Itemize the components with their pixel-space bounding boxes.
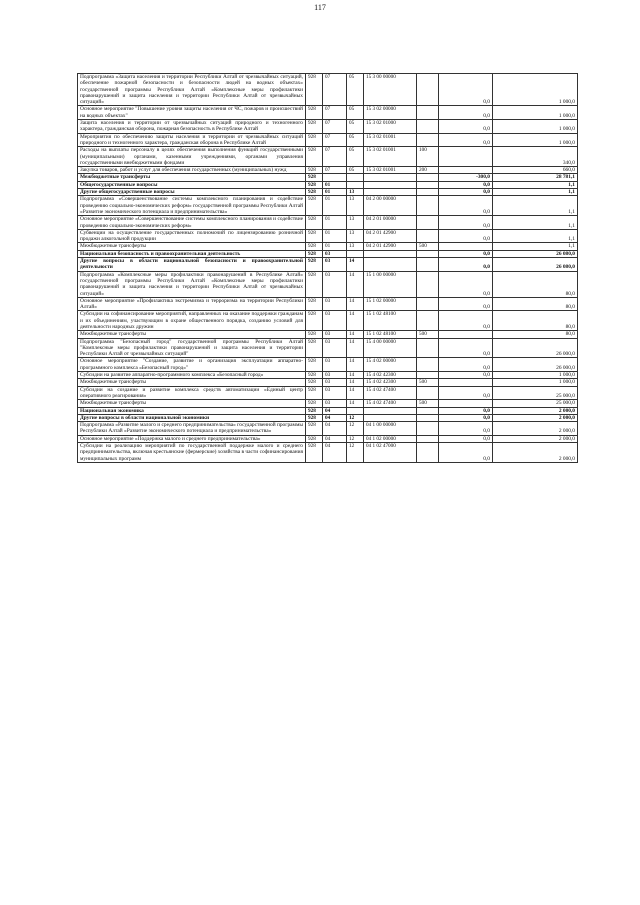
- row-section-code: 03: [323, 372, 347, 379]
- row-section-code: 07: [323, 74, 347, 106]
- row-change-amount: 0,0: [439, 435, 493, 442]
- row-expense-type-code: 200: [417, 167, 439, 174]
- row-target-article-code: 15 4 02 47400: [364, 386, 417, 400]
- row-name: Субсидии на реализацию мероприятий по государственной поддержке малого и среднего предпринимательства, включая крестьянские (фермерские) хозяйства в части софинансирования муниципальных программ: [78, 443, 306, 463]
- budget-table: [77, 73, 578, 463]
- row-change-amount: [439, 331, 493, 338]
- row-subsection-code: [347, 174, 364, 181]
- row-change-amount: [439, 147, 493, 167]
- row-name: Другие вопросы в области национальной безопасности и правоохранительной деятельности: [78, 258, 306, 272]
- row-expense-type-code: [417, 386, 439, 400]
- row-subsection-code: 13: [347, 196, 364, 216]
- row-name: Основное мероприятие "Повышение уровня защиты населения от ЧС, пожаров и происшествий на водных объектах": [78, 106, 306, 120]
- row-total-amount: 25 000,0: [493, 400, 578, 407]
- row-name: Защита населения и территории от чрезвычайных ситуаций природного и техногенного характера, гражданская оборона, пожарная безопасность в Республике Алтай: [78, 120, 306, 134]
- row-grbs-code: 928: [306, 120, 323, 134]
- row-expense-type-code: [417, 216, 439, 230]
- row-subsection-code: [347, 407, 364, 414]
- table-row: [78, 174, 578, 181]
- row-expense-type-code: 500: [417, 379, 439, 386]
- row-expense-type-code: [417, 106, 439, 120]
- row-section-code: 07: [323, 120, 347, 134]
- row-change-amount: 0,0: [439, 386, 493, 400]
- table-row: [78, 331, 578, 338]
- row-section-code: 01: [323, 196, 347, 216]
- row-name: Субсидии на развитие аппаратно-программного комплекса «Безопасный город»: [78, 372, 306, 379]
- table-row: [78, 189, 578, 196]
- row-expense-type-code: [417, 435, 439, 442]
- table-row: [78, 167, 578, 174]
- table-row: [78, 372, 578, 379]
- row-total-amount: 1,1: [493, 196, 578, 216]
- row-grbs-code: 928: [306, 297, 323, 311]
- row-change-amount: 0,0: [439, 258, 493, 272]
- row-subsection-code: [347, 250, 364, 257]
- row-target-article-code: 15 3 02 01001: [364, 147, 417, 167]
- row-grbs-code: 928: [306, 196, 323, 216]
- row-expense-type-code: 500: [417, 331, 439, 338]
- row-name: Субвенции на осуществление государственных полномочий по лицензированию розничной продажи алкогольной продукции: [78, 229, 306, 243]
- row-expense-type-code: [417, 120, 439, 134]
- row-grbs-code: 928: [306, 358, 323, 372]
- row-expense-type-code: [417, 414, 439, 421]
- table-row: [78, 297, 578, 311]
- row-grbs-code: 928: [306, 167, 323, 174]
- row-section-code: 03: [323, 379, 347, 386]
- row-expense-type-code: [417, 297, 439, 311]
- row-name: Межбюджетные трансферты: [78, 243, 306, 250]
- row-expense-type-code: [417, 443, 439, 463]
- row-total-amount: 2 000,0: [493, 422, 578, 436]
- row-target-article-code: 15 3 02 01001: [364, 133, 417, 147]
- row-total-amount: 660,0: [493, 167, 578, 174]
- row-change-amount: 0,0: [439, 189, 493, 196]
- row-target-article-code: 15 1 02 00000: [364, 297, 417, 311]
- row-total-amount: 80,0: [493, 331, 578, 338]
- table-row: [78, 271, 578, 297]
- row-grbs-code: 928: [306, 372, 323, 379]
- row-subsection-code: 05: [347, 133, 364, 147]
- row-name: Национальная экономика: [78, 407, 306, 414]
- row-grbs-code: 928: [306, 133, 323, 147]
- row-grbs-code: 928: [306, 250, 323, 257]
- table-row: [78, 74, 578, 106]
- row-grbs-code: 928: [306, 243, 323, 250]
- row-total-amount: 1,1: [493, 243, 578, 250]
- row-section-code: 01: [323, 243, 347, 250]
- row-subsection-code: 13: [347, 216, 364, 230]
- row-change-amount: 0,0: [439, 133, 493, 147]
- row-total-amount: 26 000,0: [493, 358, 578, 372]
- table-row: [78, 229, 578, 243]
- row-subsection-code: 14: [347, 258, 364, 272]
- row-subsection-code: 05: [347, 167, 364, 174]
- row-expense-type-code: [417, 133, 439, 147]
- row-change-amount: 0,0: [439, 181, 493, 188]
- row-section-code: 07: [323, 167, 347, 174]
- row-grbs-code: 928: [306, 147, 323, 167]
- row-total-amount: 26 080,0: [493, 258, 578, 272]
- row-total-amount: 26 000,0: [493, 338, 578, 358]
- row-total-amount: 340,0: [493, 147, 578, 167]
- row-section-code: 04: [323, 422, 347, 436]
- row-grbs-code: 928: [306, 174, 323, 181]
- row-expense-type-code: [417, 196, 439, 216]
- row-target-article-code: 04 2 01 00000: [364, 216, 417, 230]
- row-target-article-code: 15 3 00 00000: [364, 74, 417, 106]
- row-change-amount: 0,0: [439, 216, 493, 230]
- row-total-amount: 2 000,0: [493, 407, 578, 414]
- row-subsection-code: 13: [347, 229, 364, 243]
- row-grbs-code: 928: [306, 414, 323, 421]
- row-expense-type-code: [417, 181, 439, 188]
- row-change-amount: 0,0: [439, 271, 493, 297]
- row-target-article-code: 04 2 01 42900: [364, 243, 417, 250]
- table-row: [78, 338, 578, 358]
- row-grbs-code: 928: [306, 311, 323, 331]
- row-change-amount: 0,0: [439, 229, 493, 243]
- row-target-article-code: 15 4 02 42300: [364, 379, 417, 386]
- row-total-amount: 80,0: [493, 271, 578, 297]
- row-subsection-code: 14: [347, 379, 364, 386]
- row-name: Общегосударственные вопросы: [78, 181, 306, 188]
- row-expense-type-code: [417, 74, 439, 106]
- row-change-amount: 0,0: [439, 414, 493, 421]
- row-total-amount: 80,0: [493, 311, 578, 331]
- row-section-code: 07: [323, 106, 347, 120]
- row-name: Подпрограмма «Развитие малого и среднего предпринимательства» государственной программы Республики Алтай «Развитие экономического потенциала и предпринимательства»: [78, 422, 306, 436]
- table-row: [78, 400, 578, 407]
- row-section-code: 03: [323, 271, 347, 297]
- row-section-code: 03: [323, 386, 347, 400]
- row-target-article-code: 15 4 02 47400: [364, 400, 417, 407]
- row-change-amount: 0,0: [439, 74, 493, 106]
- row-subsection-code: 05: [347, 120, 364, 134]
- row-expense-type-code: 100: [417, 147, 439, 167]
- row-name: Межбюджетные трансферты: [78, 379, 306, 386]
- row-section-code: 03: [323, 331, 347, 338]
- row-grbs-code: 928: [306, 331, 323, 338]
- row-expense-type-code: [417, 189, 439, 196]
- row-section-code: 01: [323, 216, 347, 230]
- row-subsection-code: 13: [347, 189, 364, 196]
- row-name: Другие вопросы в области национальной экономики: [78, 414, 306, 421]
- row-name: Основное мероприятие «Профилактика экстремизма и терроризма на территории Республики Алтай»: [78, 297, 306, 311]
- row-expense-type-code: 500: [417, 243, 439, 250]
- row-section-code: 03: [323, 400, 347, 407]
- row-total-amount: 1 000,0: [493, 133, 578, 147]
- table-row: [78, 250, 578, 257]
- row-grbs-code: 928: [306, 443, 323, 463]
- row-subsection-code: 14: [347, 372, 364, 379]
- table-row: [78, 216, 578, 230]
- table-row: [78, 422, 578, 436]
- row-section-code: 03: [323, 338, 347, 358]
- row-name: Подпрограмма "Безопасный город" государственной программы Республики Алтай "Комплексные меры профилактики правонарушений и защита населения и территории Республики Алтай от чрезвычайных ситуаций": [78, 338, 306, 358]
- row-subsection-code: 14: [347, 297, 364, 311]
- row-total-amount: 26 080,0: [493, 250, 578, 257]
- row-target-article-code: [364, 174, 417, 181]
- row-name: Основное мероприятие «Поддержка малого и среднего предпринимательства»: [78, 435, 306, 442]
- row-section-code: 04: [323, 407, 347, 414]
- row-expense-type-code: [417, 271, 439, 297]
- row-target-article-code: 15 4 00 00000: [364, 338, 417, 358]
- row-target-article-code: [364, 407, 417, 414]
- row-total-amount: 2 000,0: [493, 414, 578, 421]
- row-grbs-code: 928: [306, 189, 323, 196]
- table-row: [78, 386, 578, 400]
- row-grbs-code: 928: [306, 407, 323, 414]
- row-subsection-code: 14: [347, 386, 364, 400]
- row-grbs-code: 928: [306, 422, 323, 436]
- row-section-code: [323, 174, 347, 181]
- row-subsection-code: 12: [347, 422, 364, 436]
- row-change-amount: 0,0: [439, 422, 493, 436]
- row-expense-type-code: 500: [417, 400, 439, 407]
- row-change-amount: 0,0: [439, 106, 493, 120]
- row-grbs-code: 928: [306, 258, 323, 272]
- row-change-amount: 0,0: [439, 311, 493, 331]
- row-grbs-code: 928: [306, 338, 323, 358]
- row-change-amount: 0,0: [439, 250, 493, 257]
- row-total-amount: 1 000,0: [493, 74, 578, 106]
- row-grbs-code: 928: [306, 435, 323, 442]
- row-name: Национальная безопасность и правоохранительная деятельность: [78, 250, 306, 257]
- row-target-article-code: 04 2 01 42900: [364, 229, 417, 243]
- row-subsection-code: 14: [347, 311, 364, 331]
- row-subsection-code: 12: [347, 435, 364, 442]
- row-total-amount: 2 000,0: [493, 443, 578, 463]
- table-row: [78, 258, 578, 272]
- row-target-article-code: 04 2 00 00000: [364, 196, 417, 216]
- row-expense-type-code: [417, 338, 439, 358]
- row-target-article-code: 15 1 00 00000: [364, 271, 417, 297]
- row-expense-type-code: [417, 358, 439, 372]
- budget-table-body: [78, 74, 578, 463]
- table-row: [78, 443, 578, 463]
- row-subsection-code: 05: [347, 74, 364, 106]
- table-row: [78, 311, 578, 331]
- row-change-amount: 0,0: [439, 358, 493, 372]
- row-name: Субсидии на софинансирование мероприятий, направленных на оказание поддержки гражданам и их объединениям, участвующим в охране общественного порядка, созданию условий для деятельности народных дружин: [78, 311, 306, 331]
- row-subsection-code: 05: [347, 106, 364, 120]
- row-grbs-code: 928: [306, 229, 323, 243]
- row-change-amount: 0,0: [439, 338, 493, 358]
- row-name: Межбюджетные трансферты: [78, 400, 306, 407]
- row-total-amount: 1,1: [493, 229, 578, 243]
- row-name: Подпрограмма «Защита населения и территории Республики Алтай от чрезвычайных ситуаций, обеспечение пожарной безопасности и безопасности людей на водных объектах» государственной программы Республики Алтай «Комплексные меры профилактики правонарушений и защита населения и территории Республики Алтай от чрезвычайных ситуаций»: [78, 74, 306, 106]
- row-change-amount: [439, 379, 493, 386]
- row-section-code: 03: [323, 250, 347, 257]
- row-target-article-code: 15 1 02 48100: [364, 311, 417, 331]
- row-change-amount: 0,0: [439, 372, 493, 379]
- row-name: Подпрограмма «Совершенствование системы комплексного планирования и содействие проведению социально-экономических реформ» государственной программы Республики Алтай «Развитие экономического потенциала и предпринимательства»: [78, 196, 306, 216]
- row-subsection-code: 13: [347, 243, 364, 250]
- row-change-amount: 0,0: [439, 443, 493, 463]
- row-name: Межбюджетные трансферты: [78, 331, 306, 338]
- row-section-code: 04: [323, 414, 347, 421]
- row-name: Субсидии на создание и развитие комплекса средств автоматизации «Единый центр оперативного реагирования»: [78, 386, 306, 400]
- row-total-amount: 1 000,0: [493, 379, 578, 386]
- row-name: Основное мероприятие "Создание, развитие и организация эксплуатации аппаратно-программного комплекса «Безопасный город»": [78, 358, 306, 372]
- row-name: Другие общегосударственные вопросы: [78, 189, 306, 196]
- row-subsection-code: 14: [347, 358, 364, 372]
- row-change-amount: 0,0: [439, 120, 493, 134]
- row-expense-type-code: [417, 174, 439, 181]
- row-grbs-code: 928: [306, 271, 323, 297]
- row-section-code: 07: [323, 133, 347, 147]
- row-total-amount: 80,0: [493, 297, 578, 311]
- row-target-article-code: 15 1 02 48100: [364, 331, 417, 338]
- row-grbs-code: 928: [306, 181, 323, 188]
- row-total-amount: 1,1: [493, 216, 578, 230]
- table-row: [78, 133, 578, 147]
- table-row: [78, 147, 578, 167]
- row-target-article-code: 15 4 02 00000: [364, 358, 417, 372]
- row-target-article-code: [364, 181, 417, 188]
- row-target-article-code: 15 3 02 01001: [364, 167, 417, 174]
- row-subsection-code: 12: [347, 443, 364, 463]
- row-section-code: 03: [323, 258, 347, 272]
- row-section-code: 01: [323, 189, 347, 196]
- row-subsection-code: [347, 181, 364, 188]
- row-total-amount: 1,1: [493, 189, 578, 196]
- row-grbs-code: 928: [306, 379, 323, 386]
- row-target-article-code: [364, 250, 417, 257]
- row-expense-type-code: [417, 372, 439, 379]
- row-total-amount: 1 000,0: [493, 106, 578, 120]
- row-change-amount: -300,0: [439, 174, 493, 181]
- row-expense-type-code: [417, 422, 439, 436]
- row-expense-type-code: [417, 311, 439, 331]
- row-target-article-code: [364, 258, 417, 272]
- row-subsection-code: 14: [347, 400, 364, 407]
- row-target-article-code: [364, 414, 417, 421]
- row-target-article-code: 04 1 02 00000: [364, 435, 417, 442]
- row-change-amount: [439, 400, 493, 407]
- row-subsection-code: 14: [347, 271, 364, 297]
- row-change-amount: 0,0: [439, 196, 493, 216]
- row-expense-type-code: [417, 407, 439, 414]
- row-name: Мероприятия по обеспечению защиты населения и территории от чрезвычайных ситуаций природного и техногенного характера, гражданская оборона в Республике Алтай: [78, 133, 306, 147]
- row-subsection-code: 12: [347, 414, 364, 421]
- row-expense-type-code: [417, 250, 439, 257]
- table-row: [78, 120, 578, 134]
- table-row: [78, 106, 578, 120]
- table-row: [78, 414, 578, 421]
- row-name: Расходы на выплаты персоналу в целях обеспечения выполнения функций государственными (муниципальными) органами, казенными учреждениями, органами управления государственными внебюджетными фондами: [78, 147, 306, 167]
- table-row: [78, 407, 578, 414]
- row-change-amount: [439, 243, 493, 250]
- row-name: Закупка товаров, работ и услуг для обеспечения государственных (муниципальных) нужд: [78, 167, 306, 174]
- row-change-amount: [439, 167, 493, 174]
- row-target-article-code: 15 4 02 42300: [364, 372, 417, 379]
- row-section-code: 01: [323, 229, 347, 243]
- row-section-code: 03: [323, 358, 347, 372]
- row-section-code: 03: [323, 297, 347, 311]
- row-target-article-code: [364, 189, 417, 196]
- row-change-amount: 0,0: [439, 297, 493, 311]
- row-target-article-code: 04 1 02 47000: [364, 443, 417, 463]
- row-subsection-code: 14: [347, 331, 364, 338]
- table-row: [78, 379, 578, 386]
- row-section-code: 04: [323, 443, 347, 463]
- row-target-article-code: 15 3 02 01000: [364, 120, 417, 134]
- row-grbs-code: 928: [306, 74, 323, 106]
- row-grbs-code: 928: [306, 386, 323, 400]
- row-total-amount: 1 000,0: [493, 372, 578, 379]
- row-total-amount: 25 000,0: [493, 386, 578, 400]
- table-row: [78, 196, 578, 216]
- table-row: [78, 358, 578, 372]
- row-section-code: 01: [323, 181, 347, 188]
- row-name: Основное мероприятие «Совершенствование системы комплексного планирования и содействие проведению социально-экономических реформ»: [78, 216, 306, 230]
- row-target-article-code: 04 1 00 00000: [364, 422, 417, 436]
- table-row: [78, 181, 578, 188]
- row-section-code: 07: [323, 147, 347, 167]
- row-total-amount: 28 781,1: [493, 174, 578, 181]
- row-name: Подпрограмма «Комплексные меры профилактики правонарушений в Республике Алтай» государственной программы Республики Алтай «Комплексные меры профилактики правонарушений и защита населения и территории Республики Алтай от чрезвычайных ситуаций»: [78, 271, 306, 297]
- row-grbs-code: 928: [306, 400, 323, 407]
- row-total-amount: 2 000,0: [493, 435, 578, 442]
- row-subsection-code: 14: [347, 338, 364, 358]
- table-row: [78, 243, 578, 250]
- row-section-code: 04: [323, 435, 347, 442]
- row-total-amount: 1 000,0: [493, 120, 578, 134]
- row-subsection-code: 05: [347, 147, 364, 167]
- row-name: Межбюджетные трансферты: [78, 174, 306, 181]
- row-expense-type-code: [417, 229, 439, 243]
- page-number: 117: [314, 3, 326, 12]
- row-grbs-code: 928: [306, 106, 323, 120]
- row-section-code: 03: [323, 311, 347, 331]
- row-grbs-code: 928: [306, 216, 323, 230]
- row-expense-type-code: [417, 258, 439, 272]
- row-change-amount: 0,0: [439, 407, 493, 414]
- table-row: [78, 435, 578, 442]
- row-total-amount: 1,1: [493, 181, 578, 188]
- row-target-article-code: 15 3 02 00000: [364, 106, 417, 120]
